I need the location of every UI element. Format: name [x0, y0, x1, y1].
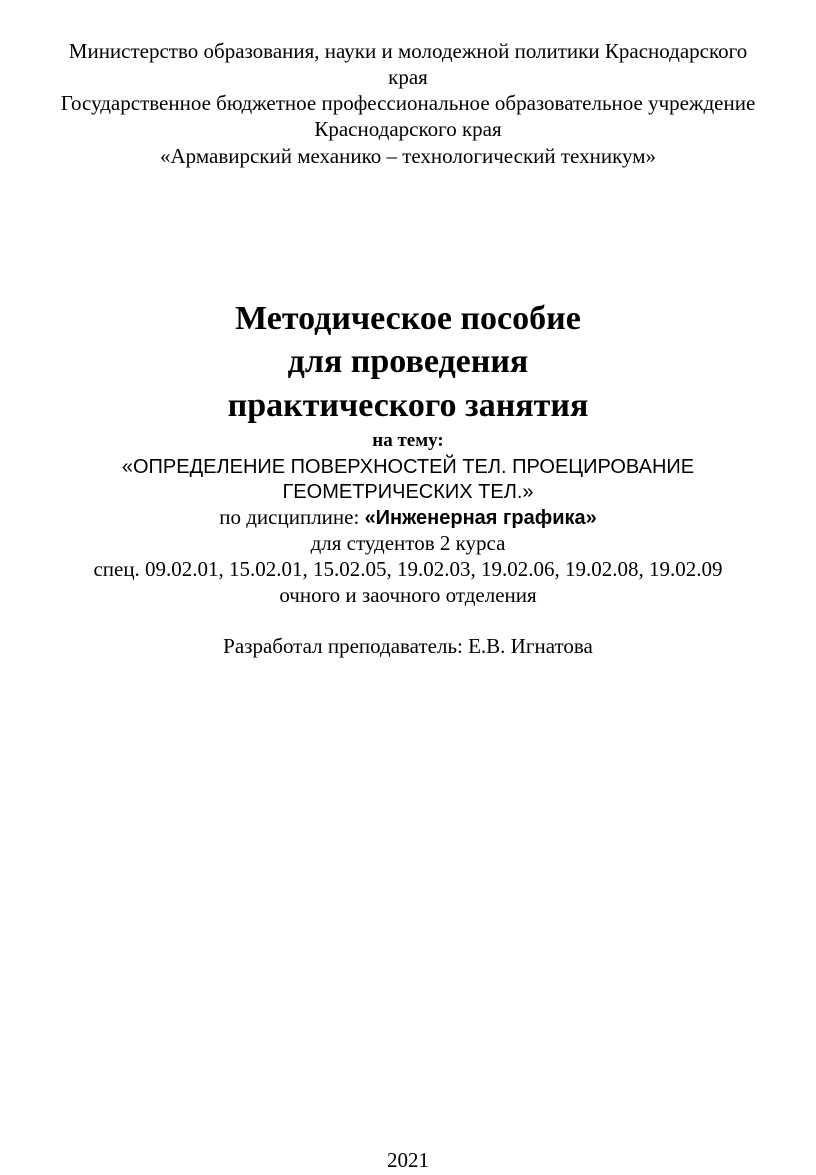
ministry-line-1: Министерство образования, науки и молодежной политики Краснодарского: [68, 39, 748, 63]
discipline-name: «Инженерная графика»: [364, 507, 597, 529]
specialties-line: спец. 09.02.01, 15.02.01, 15.02.05, 19.02.03, 19.02.06, 19.02.08, 19.02.09: [93, 557, 723, 581]
topic-line-1: «ОПРЕДЕЛЕНИЕ ПОВЕРХНОСТЕЙ ТЕЛ. ПРОЕЦИРОВАНИЕ: [121, 456, 695, 478]
discipline-line: [0, 507, 816, 528]
institution-name: «Армавирский механико – технологический техникум»: [160, 144, 656, 168]
topic-line-2: ГЕОМЕТРИЧЕСКИХ ТЕЛ.»: [282, 481, 534, 503]
discipline-prefix: по дисциплине:: [219, 505, 365, 529]
title-line-3: практического занятия: [227, 387, 589, 424]
institution-line-1: Государственное бюджетное профессиональное образовательное учреждение: [60, 91, 756, 115]
institution-line-2: Краснодарского края: [314, 117, 502, 141]
title-line-1: Методическое пособие: [235, 300, 581, 337]
author-line: Разработал преподаватель: Е.В. Игнатова: [223, 634, 593, 658]
year: 2021: [387, 1148, 429, 1172]
topic-label: на тему:: [372, 430, 444, 451]
title-line-2: для проведения: [287, 343, 529, 380]
ministry-line-2: края: [388, 65, 428, 89]
students-line: для студентов 2 курса: [310, 531, 506, 555]
department-line: очного и заочного отделения: [279, 583, 537, 607]
